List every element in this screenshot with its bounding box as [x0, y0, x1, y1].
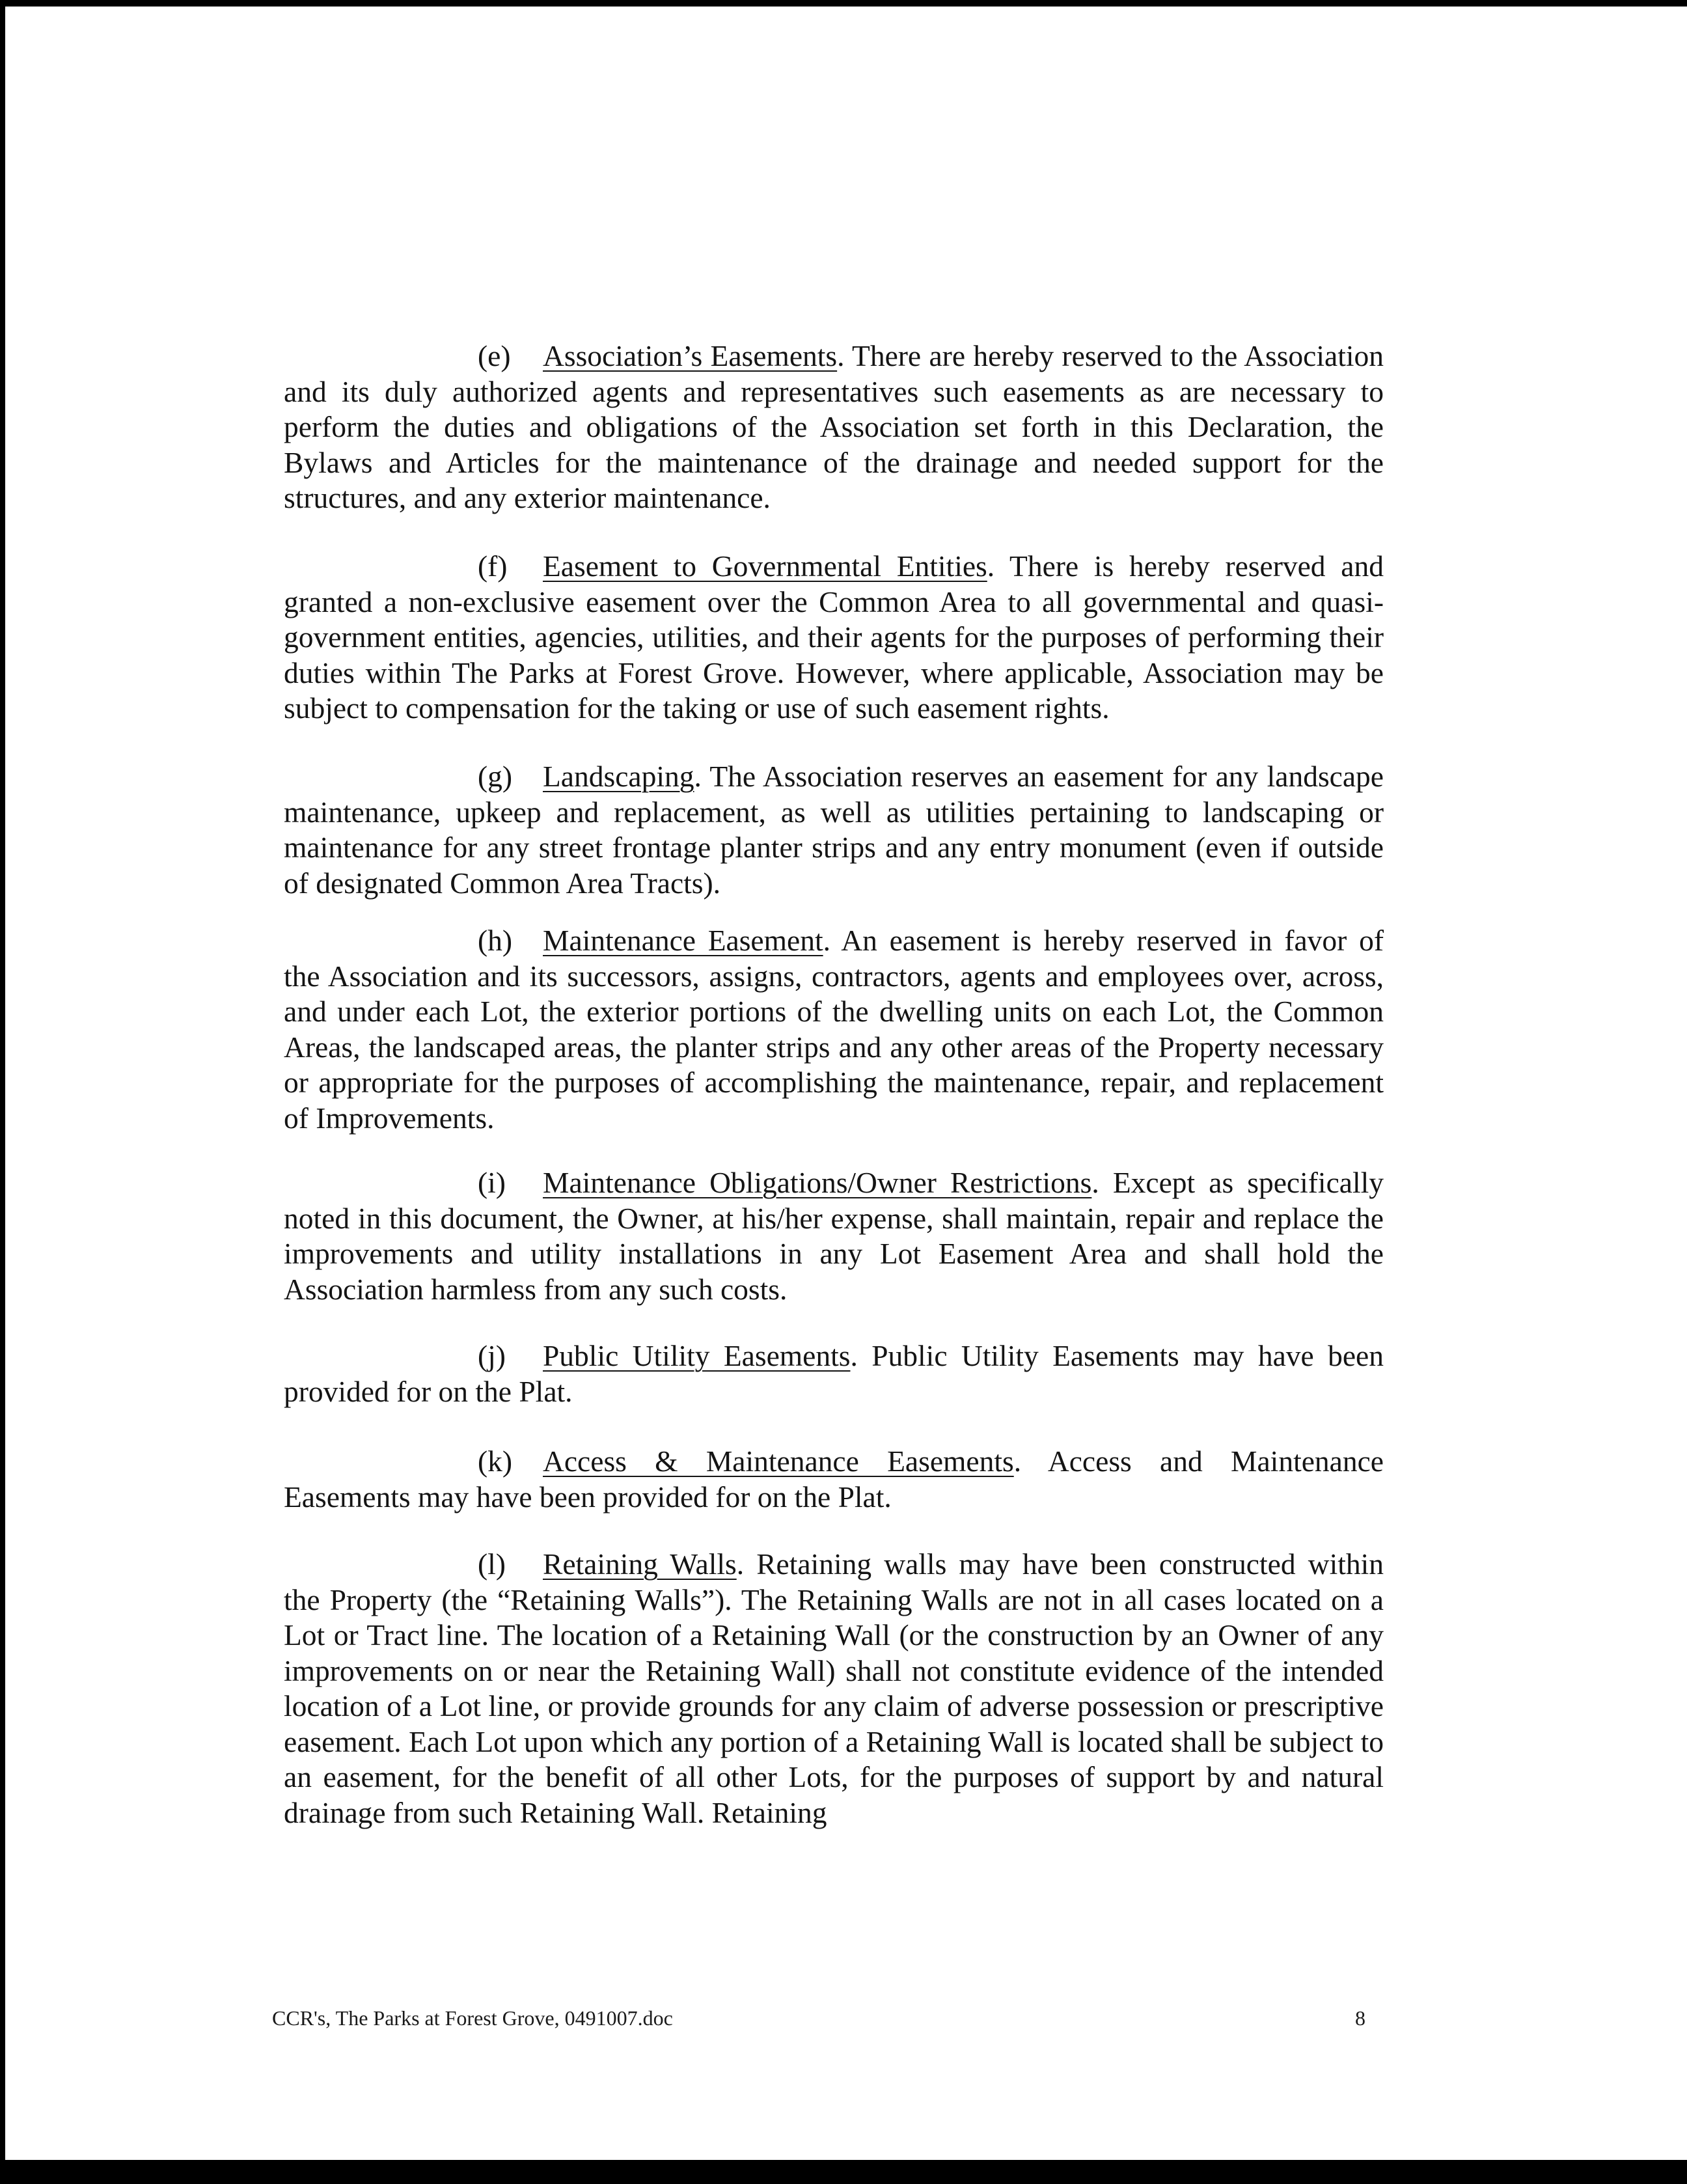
- paragraph-e: [284, 339, 1384, 516]
- paragraph-g: [284, 759, 1384, 901]
- paragraph-text: . Public Utility Easements may have been provided for on the Plat.: [284, 1339, 1384, 1408]
- paragraph-text: . Retaining walls may have been constructed within the Property (the “Retaining Walls”). The Retaining Walls are not in all cases located on a Lot or Tract line. The location of a Retaining Wall (or the construction by an Owner of any improvements on or near the Retaining Wall) shall not constitute evidence of the intended location of a Lot line, or provide grounds for any claim of adverse possession or prescriptive easement. Each Lot upon which any portion of a Retaining Wall is located shall be subject to an easement, for the benefit of all other Lots, for the purposes of support by and natural drainage from such Retaining Wall. Retaining: [284, 1547, 1384, 1829]
- paragraph-h: [284, 923, 1384, 1136]
- paragraph-letter: (l): [478, 1547, 506, 1581]
- paragraph-text: . An easement is hereby reserved in favor of the Association and its successors, assigns, contractors, agents and employees over, across, and under each Lot, the exterior portions of the dwelling units on each Lot, the Common Areas, the landscaped areas, the planter strips and any other areas of the Property necessary or appropriate for the purposes of accomplishing the maintenance, repair, and replacement of Improvements.: [284, 924, 1384, 1135]
- paragraph-heading: Retaining Walls: [543, 1547, 737, 1581]
- paragraph-heading: Association’s Easements: [543, 339, 838, 372]
- paragraph-text: . The Association reserves an easement for any landscape maintenance, upkeep and replacement, as well as utilities pertaining to landscaping or maintenance for any street frontage planter strips and any entry monument (even if outside of designated Common Area Tracts).: [284, 760, 1384, 900]
- footer-filename: CCR's, The Parks at Forest Grove, 0491007.doc: [272, 2006, 673, 2030]
- paragraph-letter: (f): [478, 549, 508, 583]
- paragraph-heading: Public Utility Easements: [543, 1339, 851, 1372]
- scan-border-bottom: [0, 2160, 1687, 2184]
- paragraph-letter: (g): [478, 760, 513, 793]
- paragraph-text: . Access and Maintenance Easements may have been provided for on the Plat.: [284, 1444, 1384, 1514]
- scan-border-left: [0, 0, 5, 2184]
- paragraph-j: [284, 1338, 1384, 1409]
- paragraph-heading: Landscaping: [543, 760, 694, 793]
- scan-border-top: [0, 0, 1687, 7]
- paragraph-letter: (h): [478, 924, 513, 957]
- paragraph-letter: (i): [478, 1166, 506, 1199]
- paragraph-letter: (e): [478, 339, 511, 372]
- paragraph-text: . There are hereby reserved to the Association and its duly authorized agents and representatives such easements as are necessary to perform the duties and obligations of the Association set forth in this Declaration, the Bylaws and Articles for the maintenance of the drainage and needed support for the structures, and any exterior maintenance.: [284, 339, 1384, 514]
- paragraph-i: [284, 1165, 1384, 1307]
- paragraph-letter: (k): [478, 1444, 513, 1478]
- paragraph-f: [284, 549, 1384, 726]
- paragraph-heading: Easement to Governmental Entities: [543, 549, 987, 583]
- paragraph-heading: Maintenance Obligations/Owner Restrictions: [543, 1166, 1092, 1199]
- paragraph-l: [284, 1547, 1384, 1831]
- paragraph-letter: (j): [478, 1339, 506, 1372]
- paragraph-k: [284, 1444, 1384, 1515]
- paragraph-text: . Except as specifically noted in this document, the Owner, at his/her expense, shall maintain, repair and replace the improvements and utility installations in any Lot Easement Area and shall hold the Association harmless from any such costs.: [284, 1166, 1384, 1306]
- page-number: 8: [1355, 2006, 1365, 2030]
- paragraph-heading: Maintenance Easement: [543, 924, 823, 957]
- paragraph-heading: Access & Maintenance Easements: [543, 1444, 1014, 1478]
- paragraph-text: . There is hereby reserved and granted a non-exclusive easement over the Common Area to all governmental and quasi-government entities, agencies, utilities, and their agents for the purposes of performing their duties within The Parks at Forest Grove. However, where applicable, Association may be subject to compensation for the taking or use of such easement rights.: [284, 549, 1384, 725]
